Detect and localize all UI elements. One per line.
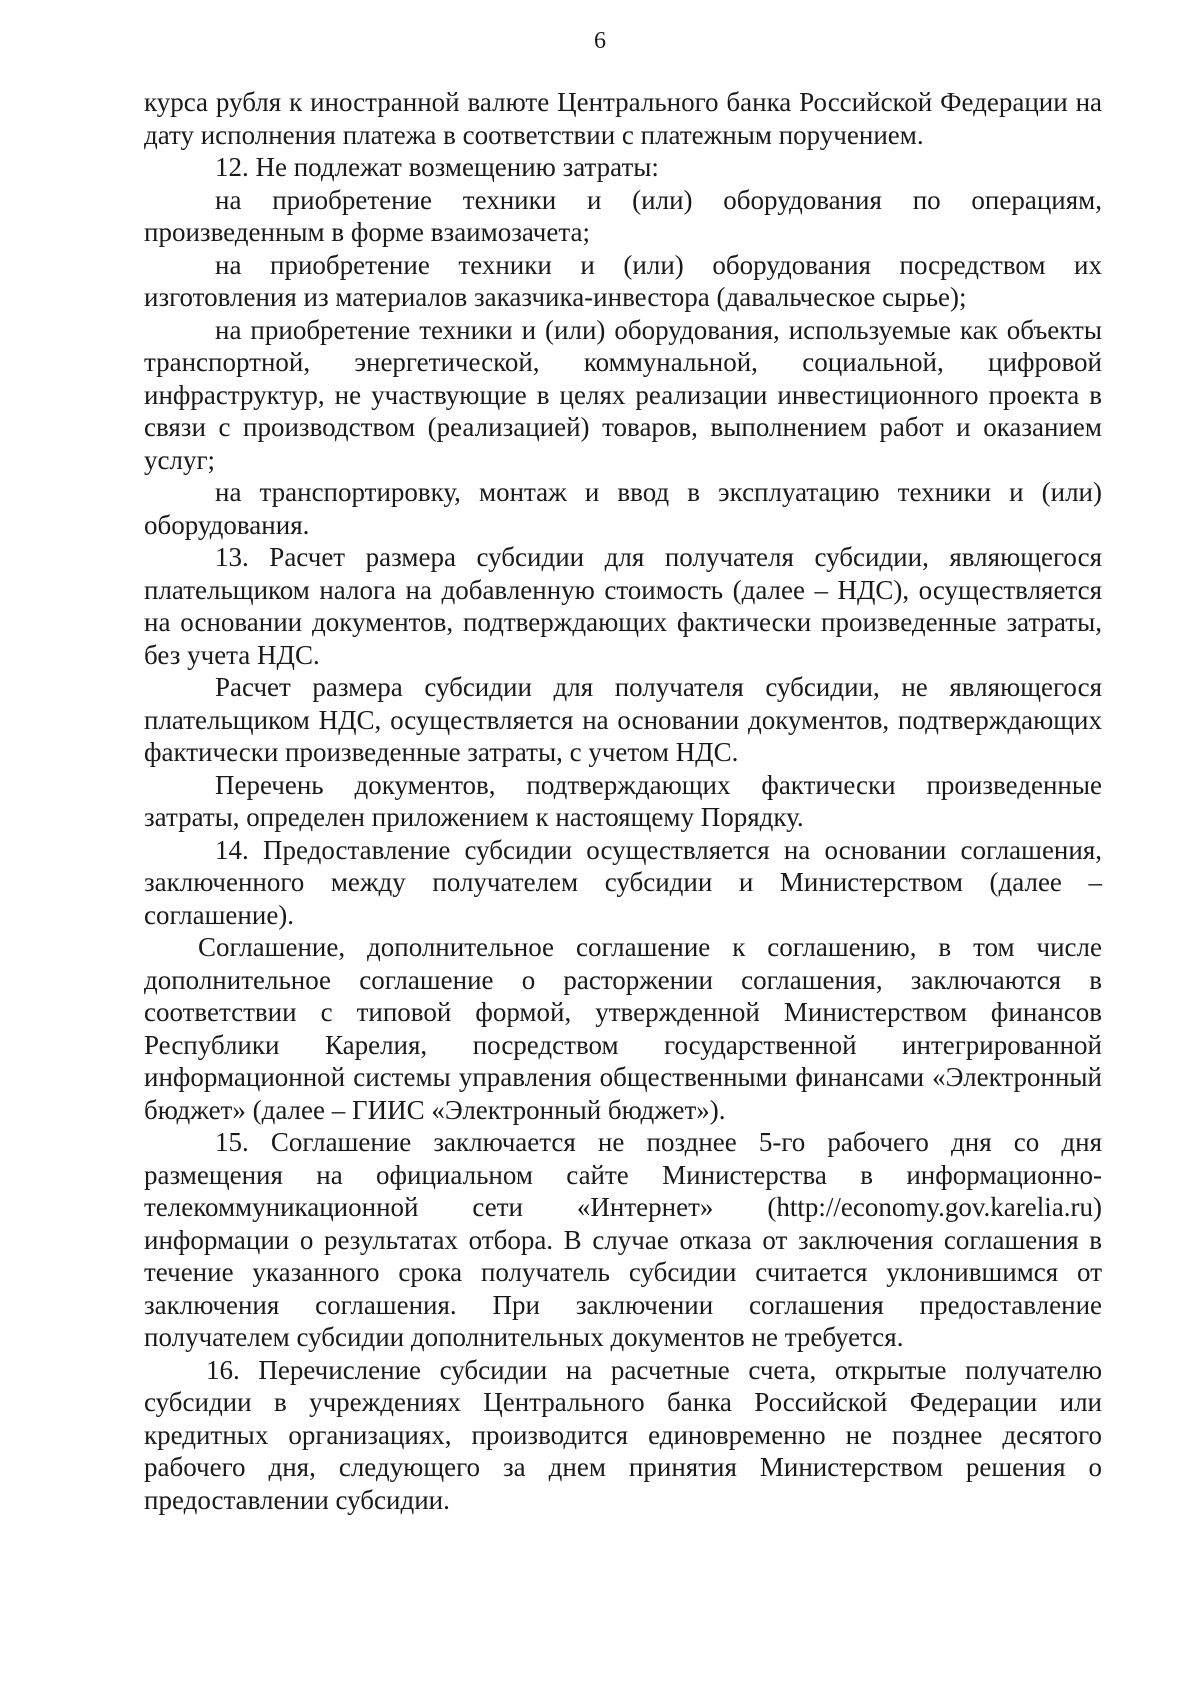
paragraph-item-16: 16. Перечисление субсидии на расчетные счета, открытые получателю субсидии в учреждениях Центрального банка Российской Федерации или кредитных организациях, производится единовременно не позднее десятого рабочего дня, следующего за днем принятия Министерством решения о предоставлении субсидии. bbox=[144, 1354, 1102, 1515]
paragraph-item-13-part-2: Расчет размера субсидии для получателя субсидии, не являющегося плательщиком НДС, осуществляется на основании документов, подтверждающих фактически произведенные затраты, с учетом НДС. bbox=[144, 672, 1102, 767]
paragraph-item-12-clause-4: на транспортировку, монтаж и ввод в эксплуатацию техники и (или) оборудования. bbox=[144, 477, 1102, 540]
paragraph-item-13-part-3: Перечень документов, подтверждающих фактически произведенные затраты, определен приложением к настоящему Порядку. bbox=[144, 769, 1102, 832]
document-body bbox=[144, 86, 1102, 1516]
paragraph-continuation: курса рубля к иностранной валюте Центрального банка Российской Федерации на дату исполнения платежа в соответствии с платежным поручением. bbox=[144, 87, 1102, 150]
page-number: 6 bbox=[594, 28, 606, 54]
paragraph-item-12-clause-1: на приобретение техники и (или) оборудования по операциям, произведенным в форме взаимозачета; bbox=[144, 184, 1102, 247]
paragraph-item-12-clause-3: на приобретение техники и (или) оборудования, используемые как объекты транспортной, энергетической, коммунальной, социальной, цифровой инфраструктур, не участвующие в целях реализации инвестиционного проекта в связи с производством (реализацией) товаров, выполнением работ и оказанием услуг; bbox=[144, 314, 1102, 475]
paragraph-item-14: 14. Предоставление субсидии осуществляется на основании соглашения, заключенного между получателем субсидии и Министерством (далее – соглашение). bbox=[144, 834, 1102, 930]
paragraph-item-12: 12. Не подлежат возмещению затраты: bbox=[215, 152, 659, 182]
paragraph-item-15: 15. Соглашение заключается не позднее 5-го рабочего дня со дня размещения на официальном сайте Министерства в информационно-телекоммуникационной сети «Интернет» (http://economy.gov.karelia.ru) информации о результатах отбора. В случае отказа от заключения соглашения в течение указанного срока получатель субсидии считается уклонившимся от заключения соглашения. При заключении соглашения предоставление получателем субсидии дополнительных документов не требуется. bbox=[144, 1127, 1102, 1352]
paragraph-item-14-part-2: Соглашение, дополнительное соглашение к соглашению, в том числе дополнительное соглашение о расторжении соглашения, заключаются в соответствии с типовой формой, утвержденной Министерством финансов Республики Карелия, посредством государственной интегрированной информационной системы управления общественными финансами «Электронный бюджет» (далее – ГИИС «Электронный бюджет»). bbox=[144, 932, 1102, 1125]
paragraph-item-12-clause-2: на приобретение техники и (или) оборудования посредством их изготовления из материалов заказчика-инвестора (давальческое сырье); bbox=[144, 249, 1102, 312]
paragraph-item-13: 13. Расчет размера субсидии для получателя субсидии, являющегося плательщиком налога на добавленную стоимость (далее – НДС), осуществляется на основании документов, подтверждающих фактически произведенные затраты, без учета НДС. bbox=[144, 542, 1102, 670]
